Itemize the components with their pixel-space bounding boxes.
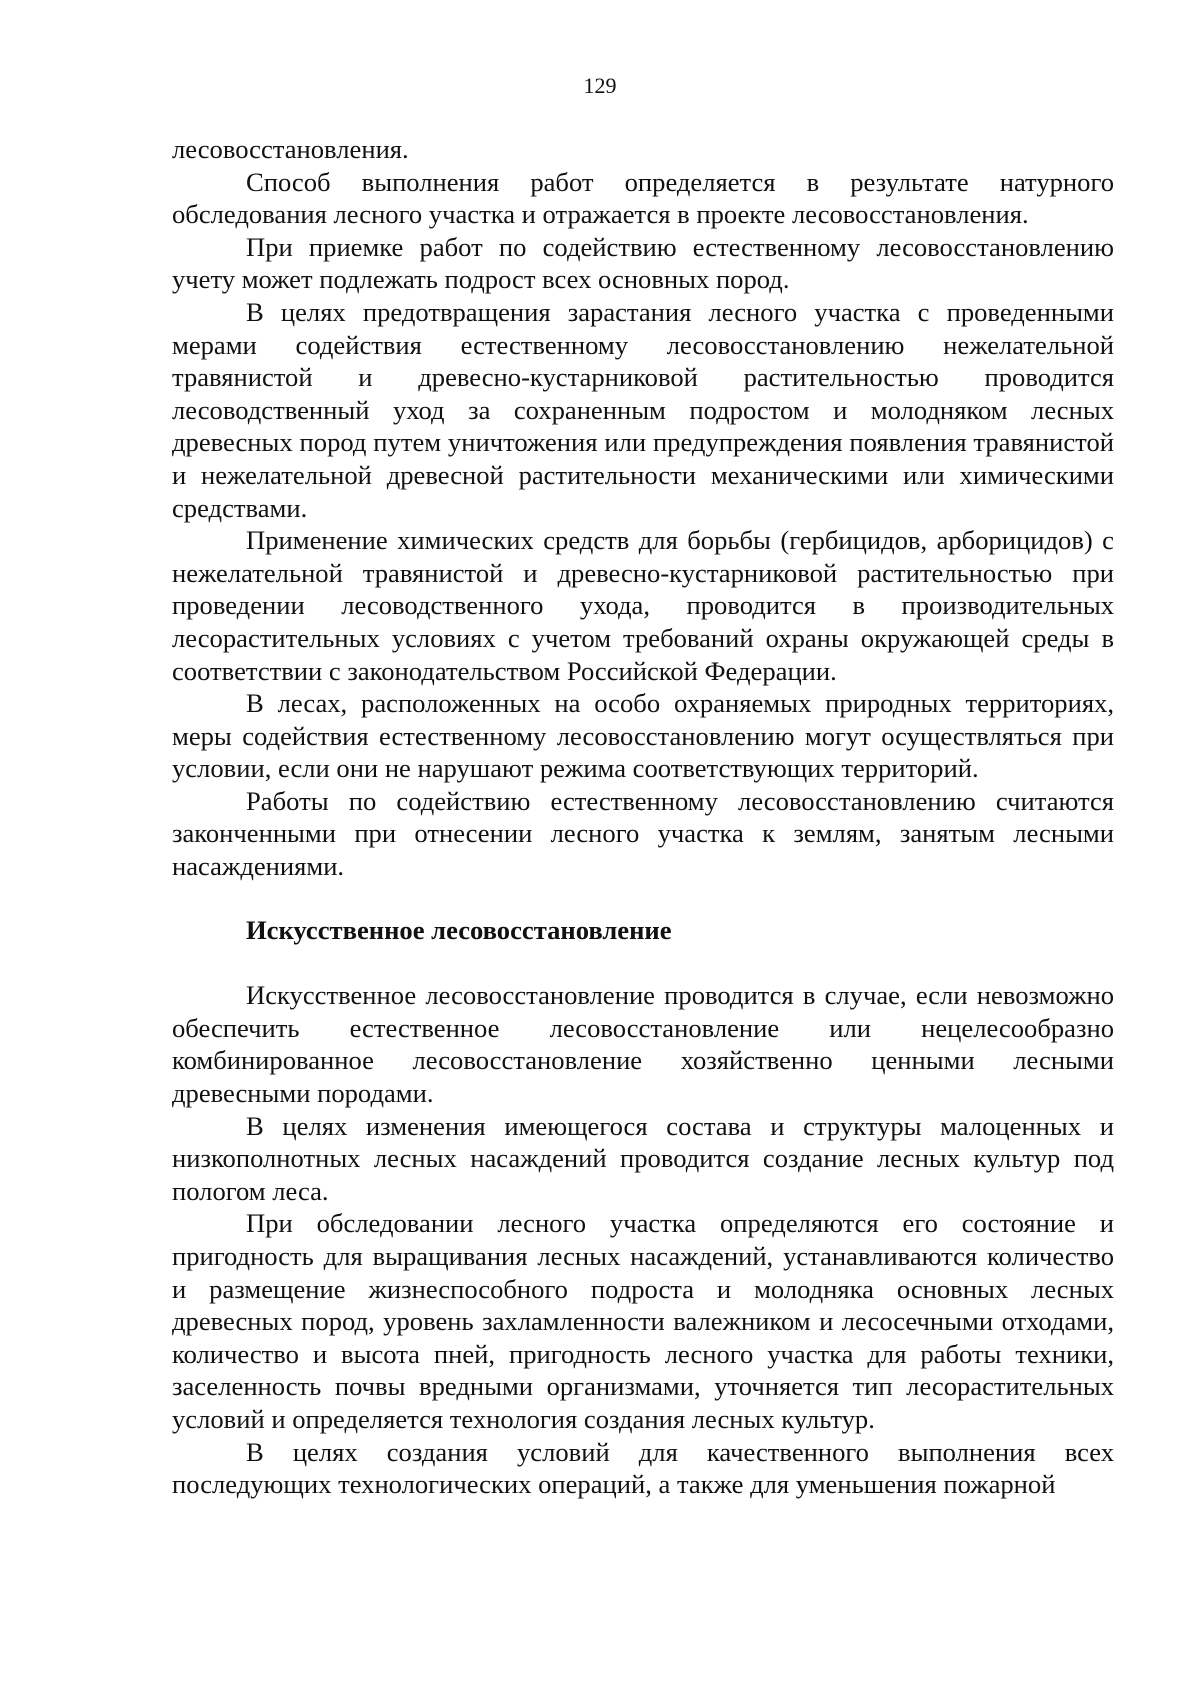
section-heading: Искусственное лесовосстановление	[246, 914, 672, 945]
page-number: 129	[583, 73, 617, 98]
document-body	[172, 133, 1114, 1501]
paragraph: Способ выполнения работ определяется в результате натурного обследования лесного участка и отражается в проекте лесовосстановления.	[172, 166, 1114, 230]
paragraph: Работы по содействию естественному лесовосстановлению считаются законченными при отнесении лесного участка к землям, занятым лесными насаждениями.	[172, 785, 1114, 882]
paragraph: Искусственное лесовосстановление проводится в случае, если невозможно обеспечить естественное лесовосстановление или нецелесообразно комбинированное лесовосстановление хозяйственно ценными лесными древесными породами.	[172, 980, 1114, 1109]
paragraph: В лесах, расположенных на особо охраняемых природных территориях, меры содействия естественному лесовосстановлению могут осуществляться при условии, если они не нарушают режима соответствующих территорий.	[172, 688, 1114, 784]
paragraph-continuation: лесовосстановления.	[172, 134, 409, 164]
paragraph: При приемке работ по содействию естественному лесовосстановлению учету может подлежать подрост всех основных пород.	[172, 231, 1114, 295]
paragraph: При обследовании лесного участка определяются его состояние и пригодность для выращивания лесных насаждений, устанавливаются количество и размещение жизнеспособного подроста и молодняка основных лесных древесных пород, уровень захламленности валежником и лесосечными отходами, количество и высота пней, пригодность лесного участка для работы техники, заселенность почвы вредными организмами, уточняется тип лесорастительных условий и определяется технология создания лесных культур.	[172, 1208, 1114, 1434]
paragraph: Применение химических средств для борьбы (гербицидов, арборицидов) с нежелательной травянистой и древесно-кустарниковой растительностью при проведении лесоводственного ухода, проводится в производительных лесорастительных условиях с учетом требований охраны окружающей среды в соответствии с законодательством Российской Федерации.	[172, 525, 1114, 686]
paragraph: В целях создания условий для качественного выполнения всех последующих технологических операций, а также для уменьшения пожарной	[172, 1436, 1114, 1500]
paragraph: В целях изменения имеющегося состава и структуры малоценных и низкополнотных лесных насаждений проводится создание лесных культур под пологом леса.	[172, 1110, 1114, 1206]
paragraph: В целях предотвращения зарастания лесного участка с проведенными мерами содействия естественному лесовосстановлению нежелательной травянистой и древесно-кустарниковой растительностью проводится лесоводственный уход за сохраненным подростом и молодняком лесных древесных пород путем уничтожения или предупреждения появления травянистой и нежелательной древесной растительности механическими или химическими средствами.	[172, 296, 1114, 523]
